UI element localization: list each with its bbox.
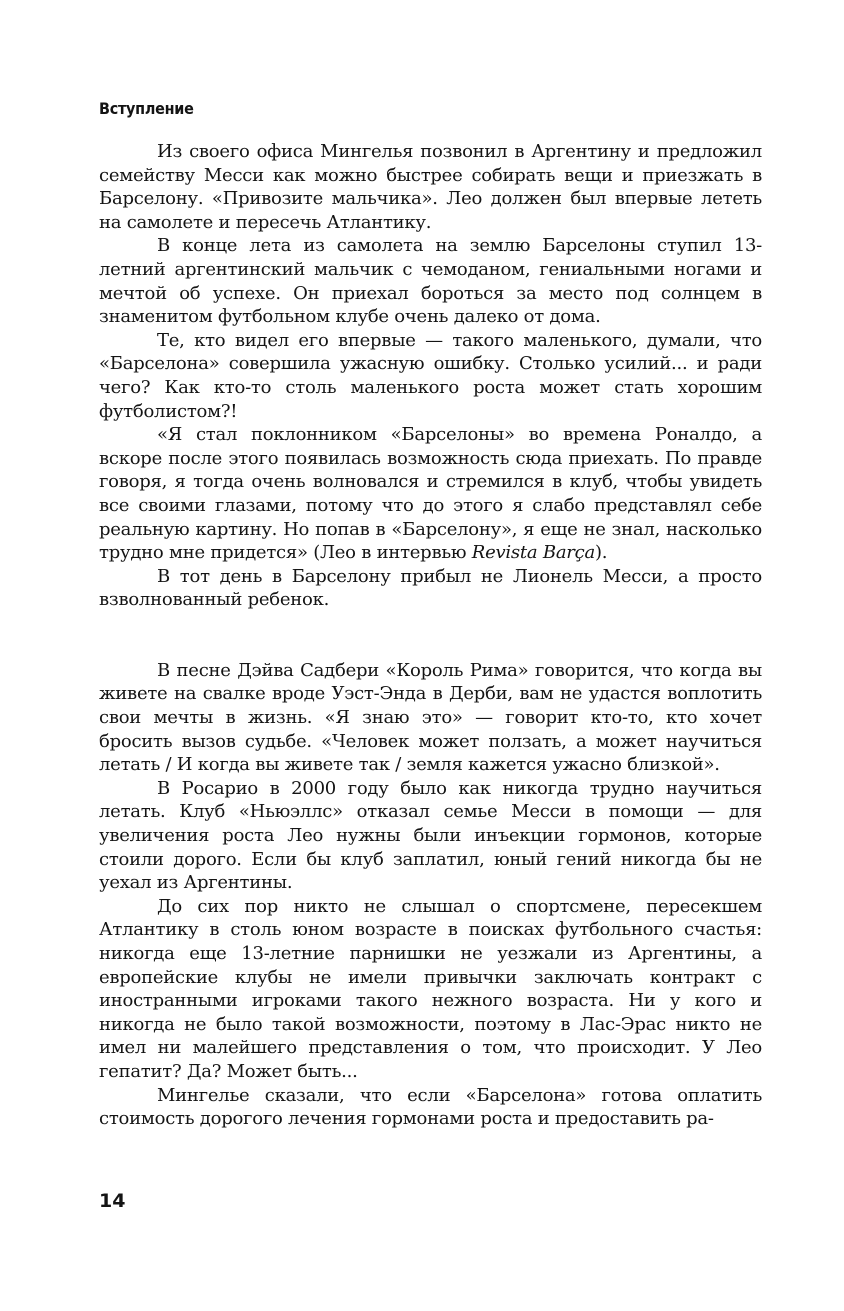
body-text (99, 140, 762, 1131)
running-title: Вступление (99, 99, 194, 118)
paragraph: До сих пор никто не слышал о спортсмене, пересекшем Атлантику в столь юном возрасте в поисках футбольного счастья: никогда еще 13-летние парнишки не уезжали из Аргентины, а европейские клубы не имели привычки заключать контракт с иностранными игроками такого нежного возраста. Ни у кого и никогда не было такой возможности, поэтому в Лас-Эрас никто не имел ни малейшего представления о том, что происходит. У Лео гепатит? Да? Может быть... (99, 895, 762, 1082)
paragraph: Из своего офиса Мингелья позвонил в Аргентину и предложил семейству Месси как можно быстрее собирать вещи и приезжать в Барселону. «Привозите мальчика». Лео должен был впервые лететь на самолете и пересечь Атлантику. (99, 141, 762, 233)
page-number: 14 (99, 1190, 126, 1212)
quote-text: «Я стал поклонником «Барселоны» во времена Роналдо, а вскоре после этого появилась возможность сюда приехать. По правде говоря, я тогда очень волновался и стремился в клуб, чтобы увидеть все своими глазами, потому что до этого я слабо представлял себе реальную картину. Но попав в «Барселону», я еще не знал, насколько трудно мне придется» (Лео в интервью (99, 424, 762, 564)
paragraph: Те, кто видел его впервые — такого маленького, думали, что «Барселона» совершила ужасную ошибку. Столько усилий... и ради чего? Как кто-то столь маленького роста может стать хорошим футболистом?! (99, 329, 762, 422)
paragraph: В песне Дэйва Садбери «Король Рима» говорится, что когда вы живете на свалке вроде Уэст-Энда в Дерби, вам не удастся воплотить свои мечты в жизнь. «Я знаю это» — говорит кто-то, кто хочет бросить вызов судьбе. «Человек может ползать, а может научиться летать / И когда вы живете так / земля кажется ужасно близкой». (99, 659, 762, 776)
section-break (99, 612, 762, 659)
paragraph: В Росарио в 2000 году было как никогда трудно научиться летать. Клуб «Ньюэллс» отказал семье Месси в помощи — для увеличения роста Лео нужны были инъекции гормонов, которые стоили дорого. Если бы клуб заплатил, юный гений никогда бы не уехал из Аргентины. (99, 777, 762, 894)
quote-source: Revista Barça (471, 542, 595, 564)
paragraph: Мингелье сказали, что если «Барселона» готова оплатить стоимость дорогого лечения гормонами роста и предоставить ра- (99, 1084, 762, 1130)
paragraph: В тот день в Барселону прибыл не Лионель Месси, а просто взволнованный ребенок. (99, 565, 762, 611)
paragraph: В конце лета из самолета на землю Барселоны ступил 13-летний аргентинский мальчик с чемоданом, гениальными ногами и мечтой об успехе. Он приехал бороться за место под солнцем в знаменитом футбольном клубе очень далеко от дома. (99, 235, 762, 328)
quote-end: ). (594, 542, 608, 564)
quote-paragraph (99, 423, 762, 565)
